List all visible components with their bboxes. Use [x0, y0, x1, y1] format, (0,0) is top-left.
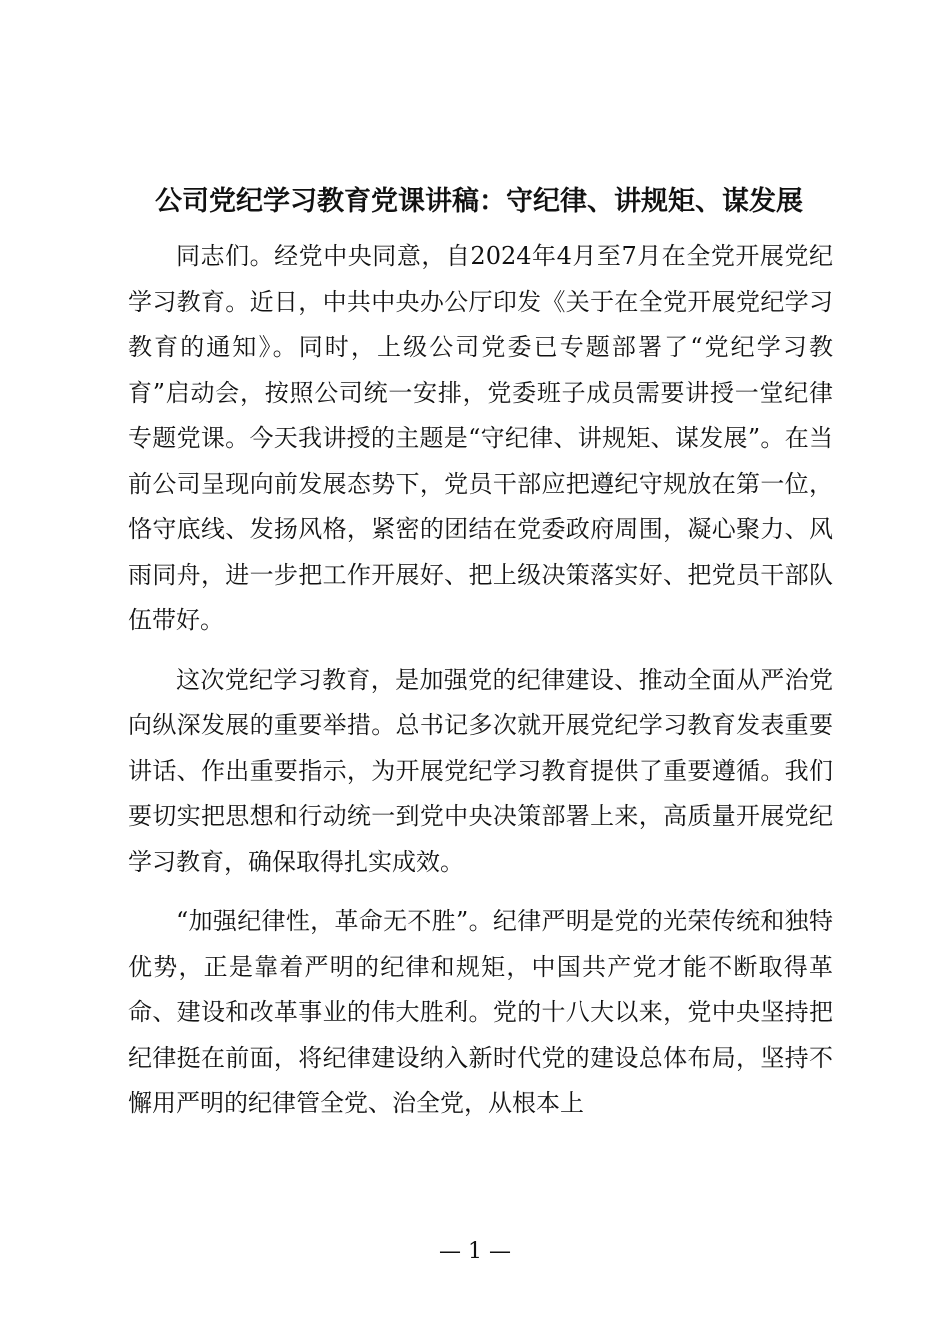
document-title: 公司党纪学习教育党课讲稿：守纪律、讲规矩、谋发展	[155, 186, 803, 217]
paragraph-2: 这次党纪学习教育，是加强党的纪律建设、推动全面从严治党向纵深发展的重要举措。总书记多次就开展党纪学习教育发表重要讲话、作出重要指示，为开展党纪学习教育提供了重要遵循。我们要切实把思想和行动统一到党中央决策部署上来，高质量开展党纪学习教育，确保取得扎实成效。	[128, 665, 833, 876]
paragraph-3: “加强纪律性，革命无不胜”。纪律严明是党的光荣传统和独特优势，正是靠着严明的纪律和规矩，中国共产党才能不断取得革命、建设和改革事业的伟大胜利。党的十八大以来，党中央坚持把纪律挺在前面，将纪律建设纳入新时代党的建设总体布局，坚持不懈用严明的纪律管全党、治全党，从根本上	[128, 907, 833, 1117]
page-number: — 1 —	[439, 1239, 511, 1264]
document-body	[128, 234, 833, 1141]
paragraph-1: 同志们。经党中央同意，自2024年4月至7月在全党开展党纪学习教育。近日，中共中央办公厅印发《关于在全党开展党纪学习教育的通知》。同时，上级公司党委已专题部署了“党纪学习教育”启动会，按照公司统一安排，党委班子成员需要讲授一堂纪律专题党课。今天我讲授的主题是“守纪律、讲规矩、谋发展”。在当前公司呈现向前发展态势下，党员干部应把遵纪守规放在第一位，恪守底线、发扬风格，紧密的团结在党委政府周围，凝心聚力、风雨同舟，进一步把工作开展好、把上级决策落实好、把党员干部队伍带好。	[128, 242, 833, 634]
